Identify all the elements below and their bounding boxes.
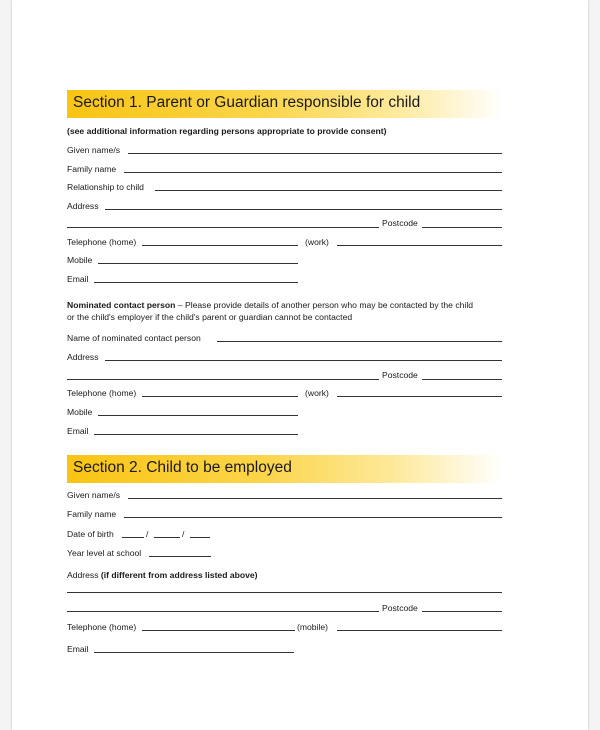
postcode-label: Postcode [382, 218, 418, 228]
child-email-label: Email [67, 644, 89, 654]
nominated-heading: Nominated contact person [67, 300, 176, 310]
address-field-line-1[interactable] [105, 209, 502, 210]
nominated-address-line-1[interactable] [105, 360, 502, 361]
given-names-label: Given name/s [67, 145, 121, 155]
nominated-address-label: Address [67, 352, 99, 362]
nominated-name-field[interactable] [217, 341, 502, 342]
nominated-desc-line-1: – Please provide details of another person who may be contacted by the child [175, 300, 474, 310]
family-name-field[interactable] [124, 172, 502, 173]
child-address-line-1[interactable] [67, 592, 502, 593]
nominated-telephone-home-field[interactable] [142, 396, 298, 397]
telephone-work-field[interactable] [337, 245, 502, 246]
relationship-field[interactable] [155, 190, 502, 191]
form-page [12, 0, 588, 730]
child-address-line-2[interactable] [67, 611, 379, 612]
dob-day-field[interactable] [122, 537, 144, 538]
child-telephone-home-label: Telephone (home) [67, 622, 137, 632]
nominated-mobile-label: Mobile [67, 407, 93, 417]
postcode-field[interactable] [422, 227, 502, 228]
dob-month-field[interactable] [154, 537, 180, 538]
child-given-names-field[interactable] [128, 498, 502, 499]
child-address-note: (if different from address listed above) [100, 570, 258, 580]
year-level-field[interactable] [149, 556, 211, 557]
child-address-label: Address [67, 570, 99, 580]
telephone-home-field[interactable] [142, 245, 298, 246]
child-family-name-field[interactable] [124, 517, 502, 518]
consent-note: (see additional information regarding persons appropriate to provide consent) [67, 126, 387, 136]
family-name-label: Family name [67, 164, 117, 174]
dob-year-field[interactable] [190, 537, 210, 538]
nominated-telephone-home-label: Telephone (home) [67, 388, 137, 398]
nominated-name-label: Name of nominated contact person [67, 333, 201, 343]
nominated-desc-line-2: or the child's employer if the child's parent or guardian cannot be contacted [67, 312, 353, 322]
dob-label: Date of birth [67, 529, 114, 539]
child-mobile-label: (mobile) [297, 622, 329, 632]
given-names-field[interactable] [128, 153, 502, 154]
mobile-label: Mobile [67, 255, 93, 265]
child-postcode-label: Postcode [382, 603, 418, 613]
child-postcode-field[interactable] [422, 611, 502, 612]
dob-slash-1: / [146, 529, 149, 539]
email-label: Email [67, 274, 89, 284]
dob-slash-2: / [182, 529, 185, 539]
nominated-email-label: Email [67, 426, 89, 436]
year-level-label: Year level at school [67, 548, 142, 558]
nominated-work-label: (work) [305, 388, 329, 398]
child-email-field[interactable] [94, 652, 294, 653]
child-given-names-label: Given name/s [67, 490, 121, 500]
nominated-postcode-label: Postcode [382, 370, 418, 380]
nominated-description [67, 300, 473, 311]
child-telephone-home-field[interactable] [142, 630, 295, 631]
child-mobile-field[interactable] [337, 630, 502, 631]
nominated-address-line-2[interactable] [67, 379, 379, 380]
section-1-title: Section 1. Parent or Guardian responsible for child [73, 94, 421, 111]
nominated-mobile-field[interactable] [98, 415, 298, 416]
child-address-label-row [67, 570, 258, 581]
relationship-label: Relationship to child [67, 182, 144, 192]
section-2-title: Section 2. Child to be employed [73, 459, 292, 476]
section-1-header [67, 90, 502, 118]
email-field[interactable] [94, 282, 298, 283]
nominated-telephone-work-field[interactable] [337, 396, 502, 397]
nominated-email-field[interactable] [94, 434, 298, 435]
work-label: (work) [305, 237, 329, 247]
address-label: Address [67, 201, 99, 211]
mobile-field[interactable] [98, 263, 298, 264]
telephone-home-label: Telephone (home) [67, 237, 137, 247]
child-family-name-label: Family name [67, 509, 117, 519]
address-field-line-2[interactable] [67, 227, 379, 228]
section-2-header [67, 455, 502, 483]
nominated-postcode-field[interactable] [422, 379, 502, 380]
